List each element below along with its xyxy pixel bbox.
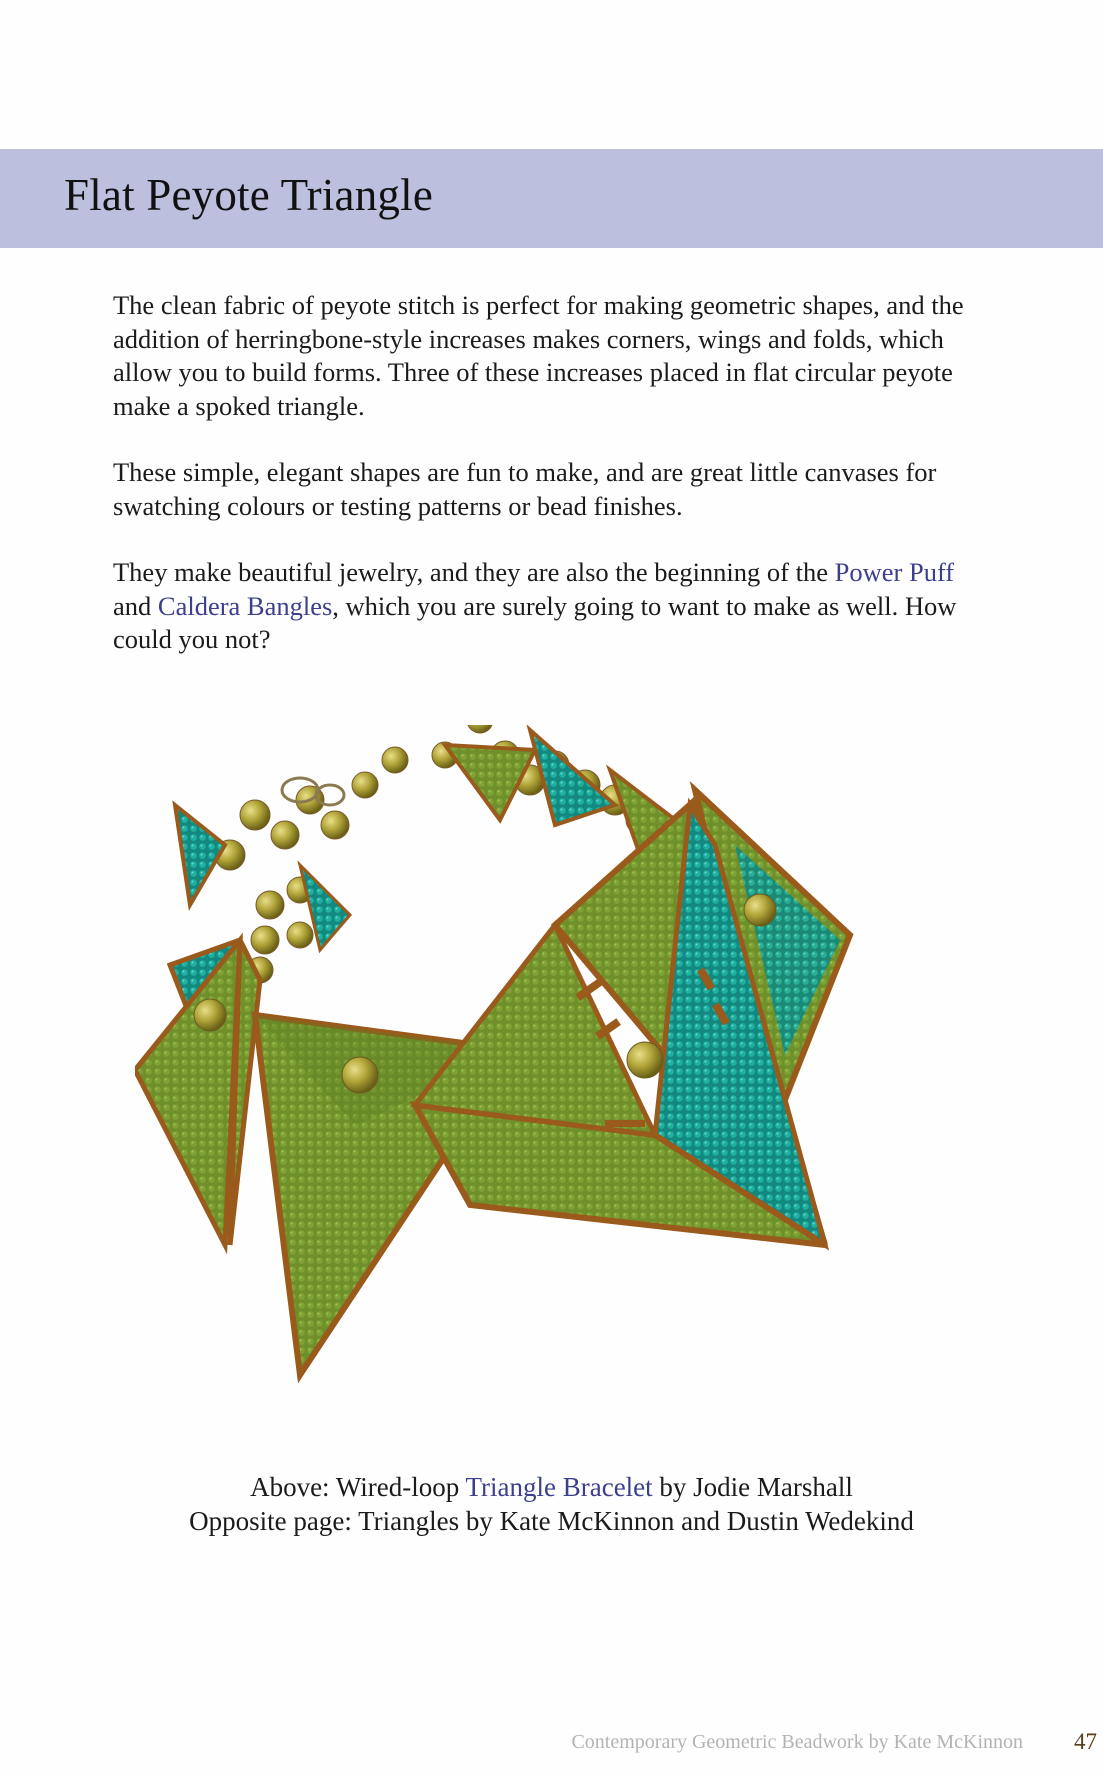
paragraph-3-pre: They make beautiful jewelry, and they are also the beginning of the: [113, 557, 835, 587]
footer-book-title: Contemporary Geometric Beadwork by Kate McKinnon: [571, 1731, 1023, 1753]
paragraph-3-mid: and: [113, 590, 158, 621]
small-triangle-top-2: [530, 730, 615, 825]
paragraph-2: These simple, elegant shapes are fun to make, and are great little canvases for swatching colours or testing patterns or bead finishes.: [113, 457, 937, 521]
paragraph-3-post: , which you are surely going to want to make as well. How could you not?: [113, 590, 957, 654]
caption-line-1-post: by Jodie Marshall: [652, 1472, 853, 1502]
photo-caption: [0, 1470, 1103, 1538]
power-puff-link[interactable]: Power Puff: [834, 557, 955, 587]
paragraph-1: The clean fabric of peyote stitch is perfect for making geometric shapes, and the addition of herringbone-style increases makes corners, wings and folds, which allow you to build forms. Three of these increases placed in flat circular peyote make a spoked triangle.: [113, 290, 964, 421]
page-title: Flat Peyote Triangle: [64, 170, 434, 220]
paragraph-3: [113, 556, 983, 657]
body-text: [113, 289, 983, 690]
page-number: 47: [1074, 1729, 1097, 1754]
triangle-bracelet-link[interactable]: Triangle Bracelet: [465, 1472, 653, 1502]
caption-line-2: Opposite page: Triangles by Kate McKinnon and Dustin Wedekind: [189, 1506, 914, 1536]
caption-line-1-pre: Above: Wired-loop: [250, 1472, 466, 1502]
title-band: [0, 149, 1103, 248]
beaded-triangle-bracelet-photo: [135, 725, 975, 1415]
small-triangle-left: [175, 805, 225, 905]
caption-line-1: [0, 1470, 1103, 1504]
caldera-bangles-link[interactable]: Caldera Bangles: [157, 590, 333, 621]
